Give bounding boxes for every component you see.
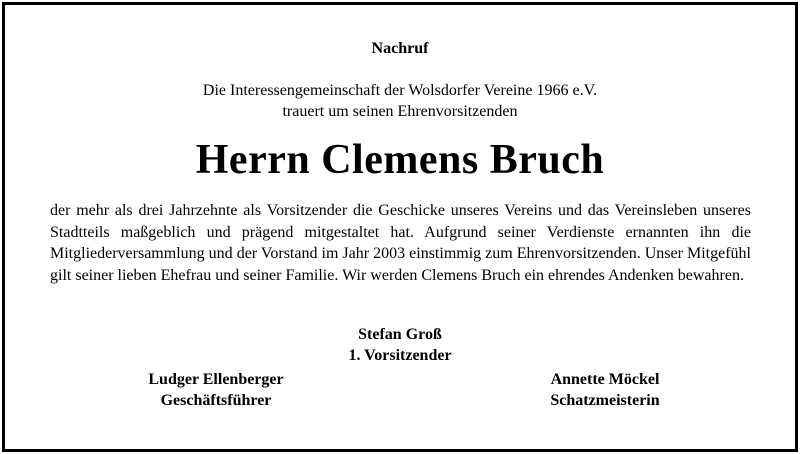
signature-main-role: 1. Vorsitzender <box>348 347 452 364</box>
signature-left <box>106 369 326 411</box>
organization-name: Die Interessengemeinschaft der Wolsdorfer Vereine 1966 e.V. <box>202 82 598 99</box>
signature-main-name: Stefan Groß <box>358 326 442 343</box>
notice-heading: Nachruf <box>371 40 429 57</box>
organization-block <box>0 80 800 122</box>
notice-body: der mehr als drei Jahrzehnte als Vorsitzender die Geschicke unseres Vereins und das Vereinsleben unseres Stadtteils maßgeblich und prägend mitgestaltet hat. Aufgrund seiner Verdienste ernannten ihn die Mitgliederversammlung und der Vorstand im Jahr 2003 einstimmig zum Ehrenvorsitzenden. Unser Mitgefühl gilt seiner lieben Ehefrau und seiner Familie. Wir werden Clemens Bruch ein ehrendes Andenken bewahren. <box>50 202 751 284</box>
signature-left-name: Ludger Ellenberger <box>148 371 284 388</box>
signature-left-role: Geschäftsführer <box>160 392 272 409</box>
signature-main <box>0 324 800 366</box>
signature-right-name: Annette Möckel <box>550 371 660 388</box>
mourning-line: trauert um seinen Ehrenvorsitzenden <box>282 103 518 120</box>
signature-right <box>495 369 715 411</box>
deceased-name: Herrn Clemens Bruch <box>195 137 605 183</box>
signature-right-role: Schatzmeisterin <box>550 392 660 409</box>
